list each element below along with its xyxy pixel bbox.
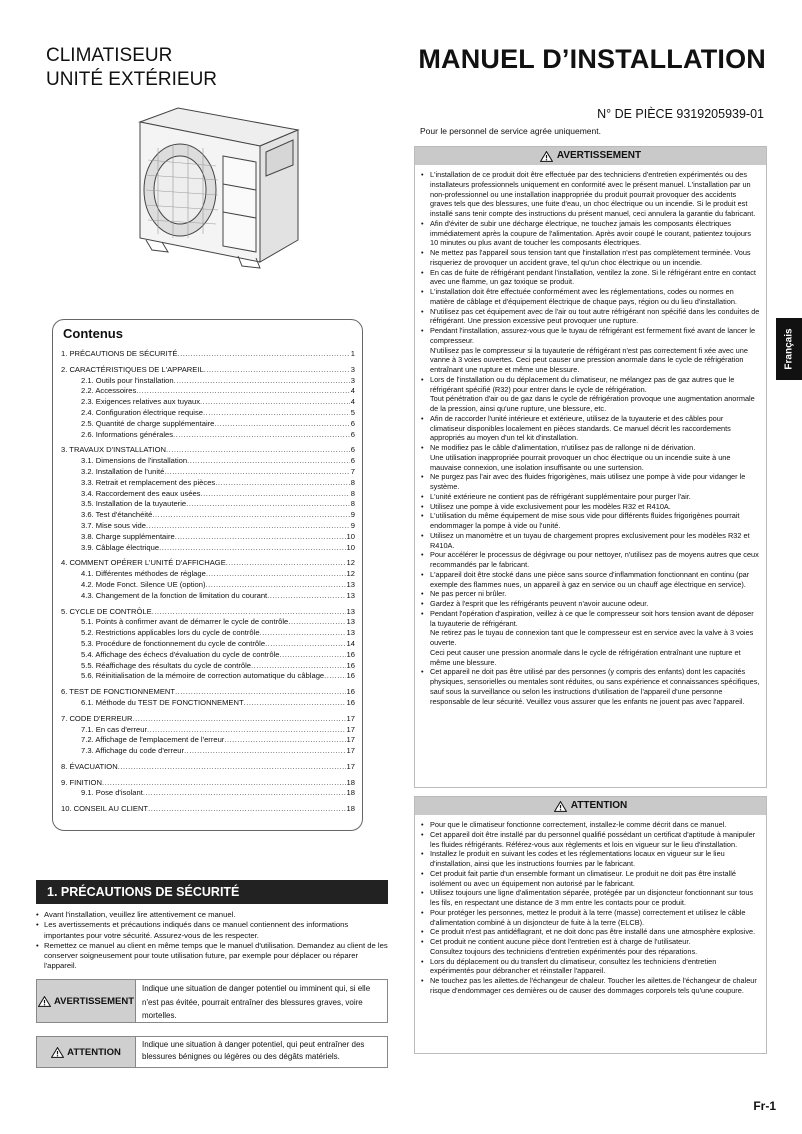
- toc-leader: [279, 650, 345, 661]
- toc-leader: [152, 607, 346, 618]
- toc-leader: [200, 489, 349, 500]
- toc-entry-title: 4. COMMENT OPÉRER L'UNITÉ D'AFFICHAGE: [61, 558, 226, 568]
- warning-signal-label: [37, 980, 136, 1022]
- list-item: • Utilisez toujours une ligne d'alimentation séparée, protégée par un disjoncteur fonctionnant sur tous les fils, en respectant une distance de 3 mm entre les contacts pour ce produit.: [421, 888, 760, 908]
- toc-entry-page: 1: [350, 349, 355, 358]
- list-item: • L'installation doit être effectuée conformément avec les réglementations, codes ou normes en matière de câblage et d'équipement électrique de chaque pays, région ou du lieu d'installation.: [421, 287, 760, 307]
- toc-entry-page: 5: [350, 407, 355, 417]
- toc-entry-page: 3: [350, 364, 355, 374]
- toc-entry-page: 13: [346, 628, 355, 638]
- toc-leader: [133, 714, 346, 725]
- toc-leader: [200, 397, 350, 408]
- list-item: • Les avertissements et précautions indiqués dans ce manuel contiennent des informations importantes pour votre sécurité. Assurez-vous de les respecter.: [36, 920, 388, 941]
- toc-leader: [203, 408, 350, 419]
- language-tab: [776, 318, 802, 380]
- toc-entry-title: 3.3. Retrait et remplacement des pièces: [81, 477, 216, 487]
- list-item: • Ne mettez pas l'appareil sous tension tant que l'installation n'est pas complètement terminée. Vous risqueriez de provoquer un accident grave, tel qu'un choc électrique ou un incendie.: [421, 248, 760, 268]
- toc-entry-page: 16: [346, 697, 355, 707]
- list-item: • Pour que le climatiseur fonctionne correctement, installez-le comme décrit dans ce manuel.: [421, 820, 760, 830]
- toc-entry-page: 9: [350, 510, 355, 520]
- list-item: • Ne purgez pas l'air avec des fluides frigorigènes, mais utilisez une pompe à vide pour vidanger le système.: [421, 472, 760, 492]
- toc-entry[interactable]: [61, 499, 355, 510]
- warning-triangle-icon: [540, 151, 553, 162]
- toc-entry-title: 2. CARACTÉRISTIQUES DE L'APPAREIL: [61, 364, 204, 374]
- toc-leader: [164, 467, 349, 478]
- toc-entry-page: 18: [346, 804, 355, 814]
- toc-entry-title: 3.6. Test d'étanchéité: [81, 510, 153, 520]
- toc-leader: [136, 386, 349, 397]
- caution-signal-label: [37, 1037, 136, 1067]
- toc-entry-title: 3.7. Mise sous vide: [81, 520, 146, 530]
- warning-signal-row: [36, 979, 388, 1023]
- toc-entry-title: 8. ÉVACUATION: [61, 761, 118, 771]
- toc-entry-title: 2.1. Outils pour l'installation: [81, 375, 174, 385]
- toc-entry-page: 18: [346, 788, 355, 798]
- part-number: N° DE PIÈCE 9319205939-01: [597, 107, 764, 121]
- toc-entry-title: 2.2. Accessoires: [81, 386, 137, 396]
- toc-entry-page: 17: [346, 761, 355, 771]
- list-item: • Afin d'éviter de subir une décharge électrique, ne touchez jamais les composants électriques immédiatement après la coupure de l'alimentation. Après avoir coupé le courant, patientez toujours 10 minutes ou plus avant de toucher les composants électriques.: [421, 219, 760, 248]
- toc-entry[interactable]: [61, 386, 355, 397]
- toc-entry[interactable]: [61, 735, 355, 746]
- toc-entry[interactable]: [61, 628, 355, 639]
- list-item: • Lors de l'installation ou du déplacement du climatiseur, ne mélangez pas de gaz autres que le réfrigérant spécifié (R32) pour entrer dans le cycle de réfrigération. Tout pénétration d'air ou de gaz dans le cycle de réfrigération provoque une augmentation anormale de la pression, ainsi qu'une rupture, une blessure, etc.: [421, 375, 760, 414]
- toc-entry-title: 3.5. Installation de la tuyauterie: [81, 499, 187, 509]
- list-item: • Ne touchez pas les ailettes.de l'échangeur de chaleur. Toucher les ailettes.de l'échangeur de chaleur risque d'endommager ces dernières ou de causer des dommages corporels tels qu'une coupure.: [421, 976, 760, 996]
- toc-leader: [324, 671, 345, 682]
- toc-entry[interactable]: [61, 569, 355, 580]
- section-1-heading: [36, 880, 388, 904]
- toc-entry-page: 8: [350, 488, 355, 498]
- caution-signal-row: [36, 1036, 388, 1068]
- section-1-title: 1. PRÉCAUTIONS DE SÉCURITÉ: [47, 885, 240, 899]
- warning-list: [415, 165, 766, 710]
- list-item: • Utilisez une pompe à vide exclusivement pour les modèles R32 et R410A.: [421, 502, 760, 512]
- toc-entry-page: 7: [350, 466, 355, 476]
- toc-leader: [143, 788, 346, 799]
- toc-leader: [175, 687, 345, 698]
- toc-entry[interactable]: [61, 788, 355, 799]
- toc-entry[interactable]: [61, 532, 355, 543]
- toc-entry-title: 3.2. Installation de l'unité: [81, 466, 165, 476]
- toc-entry-title: 5.6. Réinitialisation de la mémoire de correction automatique du câblage: [81, 671, 325, 681]
- toc-entry-page: 4: [350, 397, 355, 407]
- toc-entry[interactable]: [61, 521, 355, 532]
- toc-entry-title: 6. TEST DE FONCTIONNEMENT: [61, 687, 176, 697]
- language-tab-label: Français: [783, 328, 795, 370]
- toc-entry-title: 5.5. Réaffichage des résultats du cycle de contrôle: [81, 660, 251, 670]
- toc-leader: [251, 661, 346, 672]
- toc-entry-title: 9.1. Pose d'isolant: [81, 788, 143, 798]
- toc-entry-page: 18: [346, 777, 355, 787]
- toc-entry-title: 5.4. Affichage des échecs d'évaluation du cycle de contrôle: [81, 649, 280, 659]
- list-item: • Cet produit ne contient aucune pièce dont l'entretien est à charge de l'utilisateur. Consultez toujours des techniciens d'entretien expérimentés pour des réparations.: [421, 937, 760, 957]
- toc-leader: [118, 762, 346, 773]
- toc-entry[interactable]: [61, 456, 355, 467]
- toc-entry[interactable]: [61, 419, 355, 430]
- toc-entry-page: 13: [346, 579, 355, 589]
- caution-signal-text: Indique une situation à danger potentiel, qui peut entraîner des blessures bénignes ou légères ou des dégâts matériels.: [142, 1040, 365, 1061]
- toc-entry-page: 17: [346, 713, 355, 723]
- toc-entry-page: 6: [350, 418, 355, 428]
- warning-signal-text: Indique une situation de danger potentiel ou imminent qui, si elle n'est pas évitée, pourrait entraîner des blessures graves, voire mortelles.: [142, 984, 371, 1020]
- toc-entry[interactable]: [61, 804, 355, 815]
- list-item: • Pour accélérer le processus de dégivrage ou pour nettoyer, n'utilisez pas de moyens autres que ceux recommandés par le fabricant.: [421, 550, 760, 570]
- toc-entry-title: 3.1. Dimensions de l'installation: [81, 456, 188, 466]
- product-line-1: CLIMATISEUR: [46, 45, 173, 66]
- toc-entry-title: 3.9. Câblage électrique: [81, 542, 160, 552]
- caution-list: [415, 815, 766, 1000]
- toc-entry-title: 3.8. Charge supplémentaire: [81, 531, 175, 541]
- toc-entry-page: 17: [346, 724, 355, 734]
- toc-entry-page: 6: [350, 445, 355, 455]
- page-number: Fr-1: [753, 1099, 776, 1113]
- toc-entry-page: 12: [346, 558, 355, 568]
- toc-entry-page: 13: [346, 590, 355, 600]
- toc-entry[interactable]: [61, 762, 355, 773]
- toc-leader: [159, 543, 345, 554]
- toc-entry[interactable]: [61, 478, 355, 489]
- toc-entry[interactable]: [61, 430, 355, 441]
- toc-entry-title: 2.4. Configuration électrique requise: [81, 407, 203, 417]
- toc-entry-title: 2.3. Exigences relatives aux tuyaux: [81, 397, 201, 407]
- list-item: • Pendant l'installation, assurez-vous que le tuyau de réfrigérant est fermement fixé avant de lancer le compresseur. N'utilisez pas le compresseur si la tuyauterie de réfrigérant n'est pas correctement fi xée avec une vanne à 3 voies ouvertes. Ceci peut causer une pression anormale dans le cycle de réfrigération entraînant une rupture et même une blessure.: [421, 326, 760, 375]
- toc-entry[interactable]: [61, 591, 355, 602]
- toc-entry-title: 9. FINITION: [61, 777, 102, 787]
- toc-entry-page: 13: [346, 606, 355, 616]
- toc-entry-page: 8: [350, 477, 355, 487]
- toc-entry[interactable]: [61, 349, 355, 360]
- toc-entry-page: 10: [346, 531, 355, 541]
- toc-entry-page: 16: [346, 671, 355, 681]
- caution-box: [414, 796, 767, 1054]
- toc-entry-page: 16: [346, 649, 355, 659]
- toc-entry[interactable]: [61, 671, 355, 682]
- list-item: • Pour protéger les personnes, mettez le produit à la terre (masse) correctement et utilisez le câble d'alimentation combiné à un disjoncteur de fuite à la terre (ELCB).: [421, 908, 760, 928]
- list-item: • Utilisez un manomètre et un tuyau de chargement propres exclusivement pour les modèles R32 et R410A.: [421, 531, 760, 551]
- product-type: [46, 44, 217, 92]
- toc-title: Contenus: [63, 326, 123, 341]
- toc-entry-page: 6: [350, 429, 355, 439]
- warning-label-text: AVERTISSEMENT: [53, 995, 135, 1007]
- toc-entry-title: 3. TRAVAUX D'INSTALLATION: [61, 445, 166, 455]
- toc-leader: [152, 510, 349, 521]
- toc-leader: [187, 456, 350, 467]
- toc-entry[interactable]: [61, 650, 355, 661]
- toc-leader: [166, 445, 350, 456]
- list-item: • Cet produit fait partie d'un ensemble formant un climatiseur. Le produit ne doit pas être installé isolément ou avec un équipement non autorisé par le fabricant.: [421, 869, 760, 889]
- toc-entry[interactable]: [61, 617, 355, 628]
- warning-box-title: AVERTISSEMENT: [556, 150, 642, 161]
- toc-entry-title: 2.5. Quantité de charge supplémentaire: [81, 418, 215, 428]
- toc-entry[interactable]: [61, 607, 355, 618]
- toc-leader: [206, 569, 346, 580]
- toc-entry-title: 5.3. Procédure de fonctionnement du cycle de contrôle: [81, 638, 266, 648]
- toc-leader: [215, 478, 350, 489]
- toc-leader: [204, 365, 350, 376]
- toc-entry-page: 13: [346, 617, 355, 627]
- list-item: • Lors du déplacement ou du transfert du climatiseur, consultez les techniciens d'entretien expérimentés pour débrancher et réinstaller l'appareil.: [421, 957, 760, 977]
- toc-entry[interactable]: [61, 397, 355, 408]
- toc-leader: [265, 639, 345, 650]
- toc-entry-title: 3.4. Raccordement des eaux usées: [81, 488, 201, 498]
- toc-entry[interactable]: [61, 408, 355, 419]
- toc-leader: [206, 580, 346, 591]
- toc-leader: [224, 735, 345, 746]
- list-item: • Installez le produit en suivant les codes et les réglementations locaux en vigueur sur le lieu d'installation, ainsi que les instructions fournies par le fabricant.: [421, 849, 760, 869]
- list-item: • Gardez à l'esprit que les réfrigérants peuvent n'avoir aucune odeur.: [421, 599, 760, 609]
- toc-leader: [288, 617, 345, 628]
- list-item: • Pendant l'opération d'aspiration, veillez à ce que le compresseur soit hors tension avant de déposer la tuyauterie de réfrigérant. Ne retirez pas le tuyau de connexion tant que le compresseur est en service avec la valve à 3 voies ouverte. Ceci peut causer une pression anormale dans le cycle de réfrigération entraînant une rupture et même une blessure.: [421, 609, 760, 668]
- list-item: • L'utilisation du même équipement de mise sous vide pour différents fluides frigorigènes pourrait endommager la pompe à vide ou l'unité.: [421, 511, 760, 531]
- section-1-intro: [36, 910, 388, 972]
- toc-entry[interactable]: [61, 376, 355, 387]
- toc-entry[interactable]: [61, 746, 355, 757]
- toc-entry[interactable]: [61, 365, 355, 376]
- toc-entry-title: 7. CODE D'ERREUR: [61, 713, 133, 723]
- toc-entry[interactable]: [61, 558, 355, 569]
- toc-leader: [175, 532, 346, 543]
- list-item: • L'unité extérieure ne contient pas de réfrigérant supplémentaire pour purger l'air.: [421, 492, 760, 502]
- toc-entry[interactable]: [61, 510, 355, 521]
- list-item: • Avant l'installation, veuillez lire attentivement ce manuel.: [36, 910, 388, 920]
- table-of-contents: [52, 319, 363, 831]
- outdoor-unit-illustration: [128, 100, 303, 275]
- toc-entry[interactable]: [61, 778, 355, 789]
- toc-entry-title: 2.6. Informations générales: [81, 429, 174, 439]
- toc-entry-page: 4: [350, 386, 355, 396]
- toc-leader: [214, 419, 349, 430]
- caution-box-title: ATTENTION: [570, 800, 628, 811]
- toc-entry-title: 5.2. Restrictions applicables lors du cycle de contrôle: [81, 628, 260, 638]
- toc-leader: [244, 698, 346, 709]
- toc-entry-page: 17: [346, 735, 355, 745]
- list-item: • En cas de fuite de réfrigérant pendant l'installation, ventilez la zone. Si le réfrigérant entre en contact avec une flamme, un gaz toxique se produit.: [421, 268, 760, 288]
- caution-label-text: ATTENTION: [67, 1046, 121, 1058]
- toc-entry-title: 10. CONSEIL AU CLIENT: [61, 804, 149, 814]
- toc-leader: [177, 349, 349, 360]
- manual-title: MANUEL D’INSTALLATION: [418, 44, 766, 74]
- toc-entry-page: 3: [350, 375, 355, 385]
- toc-leader: [148, 804, 345, 815]
- toc-entry[interactable]: [61, 467, 355, 478]
- toc-entry-title: 1. PRÉCAUTIONS DE SÉCURITÉ: [61, 349, 178, 358]
- toc-entry[interactable]: [61, 445, 355, 456]
- list-item: • N'utilisez pas cet équipement avec de l'air ou tout autre réfrigérant non spécifié dans les conduites de réfrigérant. Une pression excessive peut provoquer une rupture.: [421, 307, 760, 327]
- toc-entry[interactable]: [61, 714, 355, 725]
- toc-entry-page: 17: [346, 746, 355, 756]
- list-item: • Ne modifiez pas le câble d'alimentation, n'utilisez pas de rallonge ni de dérivation. Une utilisation inappropriée pourrait provoquer un choc électrique ou un incendie suite à une mauvaise connexion, une isolation insuffisante ou une surtension.: [421, 443, 760, 472]
- warning-triangle-icon: [38, 996, 51, 1007]
- toc-entry[interactable]: [61, 639, 355, 650]
- toc-entry-page: 14: [346, 638, 355, 648]
- toc-entry-page: 8: [350, 499, 355, 509]
- toc-entry-page: 6: [350, 456, 355, 466]
- toc-entry-page: 16: [346, 660, 355, 670]
- toc-leader: [102, 778, 346, 789]
- list-item: • Ne pas percer ni brûler.: [421, 589, 760, 599]
- toc-entry-title: 4.3. Changement de la fonction de limitation du courant: [81, 590, 268, 600]
- list-item: • L'installation de ce produit doit être effectuée par des techniciens d'entretien expérimentés ou des installateurs professionnels uniquement en conformité avec le présent manuel. L'installation par un non-professionnel ou une installation inappropriée du produit pourrait provoquer des accidents graves tels que des blessures, une fuite d'eau, un choc électrique ou un incendie. Si le produit est installé sans tenir compte des instructions du présent manuel, ceci annulera la garantie du fabricant.: [421, 170, 760, 219]
- toc-leader: [173, 430, 350, 441]
- toc-entry[interactable]: [61, 687, 355, 698]
- toc-entry[interactable]: [61, 489, 355, 500]
- list-item: • Cet appareil ne doit pas être utilisé par des personnes (y compris des enfants) dont les capacités physiques, sensorielles ou mentales sont réduites, ou sans expérience et connaissances spécifiques, sauf sous la surveillance ou selon les instructions d'utilisation de l'appareil d'une personne responsable de leur sécurité. Veuillez vous assurer que les enfants ne jouent pas avec l'appareil.: [421, 667, 760, 706]
- toc-entry[interactable]: [61, 543, 355, 554]
- toc-entry-title: 6.1. Méthode du TEST DE FONCTIONNEMENT: [81, 697, 244, 707]
- toc-entry-page: 10: [346, 542, 355, 552]
- toc-entry-title: 5. CYCLE DE CONTRÔLE: [61, 606, 152, 616]
- list-item: • L'appareil doit être stocké dans une pièce sans source d'inflammation fonctionnant en continu (par exemple des flammes nues, un appareil à gaz en service ou un chauff age électrique en service).: [421, 570, 760, 590]
- toc-entry-title: 5.1. Points à confirmer avant de démarrer le cycle de contrôle: [81, 617, 289, 627]
- list-item: • Ce produit n'est pas antidéflagrant, et ne doit donc pas être installé dans une atmosphère explosive.: [421, 927, 760, 937]
- list-item: • Remettez ce manuel au client en même temps que le manuel d'utilisation. Demandez au client de les conserver soigneusement pour toute utilisation future, par exemple pour déplacer ou réparer l'appareil.: [36, 941, 388, 972]
- toc-entry-title: 4.2. Mode Fonct. Silence UE (option): [81, 579, 206, 589]
- warning-triangle-icon: [554, 801, 567, 812]
- toc-entry-title: 7.1. En cas d'erreur: [81, 724, 148, 734]
- toc-leader: [174, 376, 350, 387]
- toc-entry-page: 12: [346, 569, 355, 579]
- toc-leader: [147, 725, 346, 736]
- toc-leader: [226, 558, 346, 569]
- toc-entry[interactable]: [61, 698, 355, 709]
- warning-box-header: [415, 147, 766, 165]
- toc-leader: [186, 499, 350, 510]
- toc-entry-page: 16: [346, 687, 355, 697]
- toc-entry-title: 7.2. Affichage de l'emplacement de l'erreur: [81, 735, 225, 745]
- warning-box: [414, 146, 767, 788]
- toc-entry-title: 7.3. Affichage du code d'erreur: [81, 746, 185, 756]
- warning-triangle-icon: [51, 1047, 64, 1058]
- toc-leader: [267, 591, 345, 602]
- list-item: • Afin de raccorder l'unité intérieure et extérieure, utilisez de la tuyauterie et des câbles pour climatiseur disponibles localement en pièces standards. Ce manuel décrit les raccordements appropriés au moyen d'un tel kit d'installation.: [421, 414, 760, 443]
- toc-entry-title: 4.1. Différentes méthodes de réglage: [81, 569, 206, 579]
- toc-entry[interactable]: [61, 661, 355, 672]
- toc-leader: [146, 521, 350, 532]
- toc-list: [61, 349, 355, 815]
- toc-entry[interactable]: [61, 725, 355, 736]
- toc-leader: [184, 746, 345, 757]
- toc-leader: [260, 628, 346, 639]
- toc-entry-page: 9: [350, 520, 355, 530]
- product-line-2: UNITÉ EXTÉRIEUR: [46, 69, 218, 90]
- intro-note: Pour le personnel de service agrée uniquement.: [420, 126, 601, 136]
- caution-box-header: [415, 797, 766, 815]
- toc-entry[interactable]: [61, 580, 355, 591]
- list-item: • Cet appareil doit être installé par du personnel qualifié possédant un certificat d'aptitude à manipuler les fluides réfrigérants. Référez-vous aux règlements et lois en vigueur sur le lieu d'installation.: [421, 830, 760, 850]
